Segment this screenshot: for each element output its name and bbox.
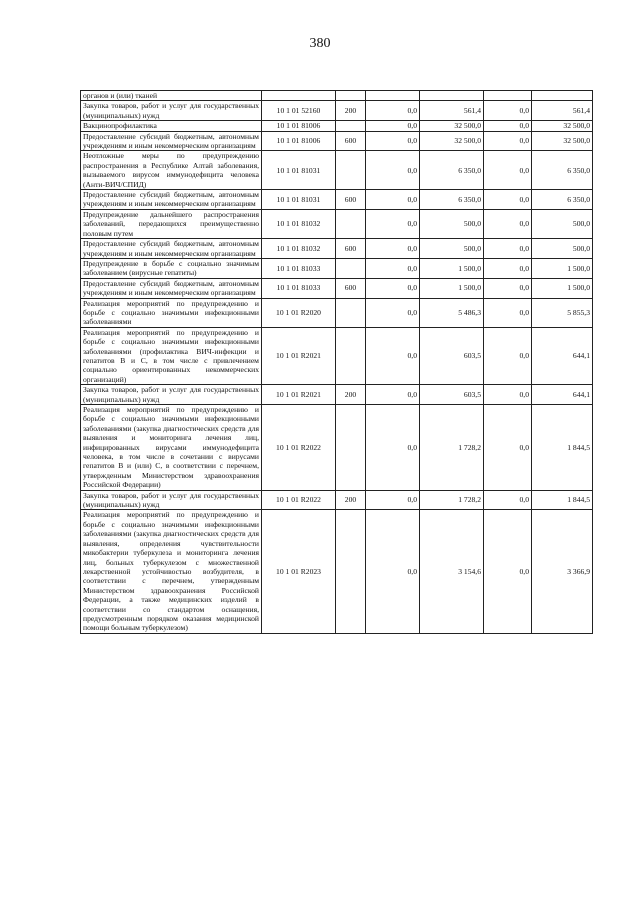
row-value-4-cell: 3 366,9 xyxy=(532,510,593,633)
row-value-3-cell: 0,0 xyxy=(484,190,532,210)
row-value-2-cell: 1 500,0 xyxy=(420,278,484,298)
row-expense-type-cell xyxy=(336,405,366,491)
row-value-1-cell: 0,0 xyxy=(366,385,420,405)
row-code-cell: 10 1 01 81031 xyxy=(262,190,336,210)
row-code-cell: 10 1 01 81006 xyxy=(262,121,336,131)
row-expense-type-cell xyxy=(336,258,366,278)
row-value-1-cell: 0,0 xyxy=(366,405,420,491)
row-expense-type-cell xyxy=(336,121,366,131)
row-value-4-cell: 6 350,0 xyxy=(532,190,593,210)
row-value-4-cell: 1 844,5 xyxy=(532,490,593,510)
row-name-cell: Реализация мероприятий по предупреждению и борьбе с социально значимыми инфекционными заболеваниями (профилактика ВИЧ-инфекции и гепатитов B и C, в том числе с привлечением социально ориентированных некоммерческих организаций) xyxy=(81,327,262,384)
row-value-2-cell: 500,0 xyxy=(420,239,484,259)
row-name-cell: Реализация мероприятий по предупреждению и борьбе с социально значимыми инфекционными заболеваниями (закупка диагностических средств для выявления и мониторинга лечения лиц, инфицированных вирусами иммунодефицита человека, в том числе в сочетании с вирусами гепатитов B и (или) C, в соответствии с перечнем, утвержденным Министерством здравоохранения Российской Федерации) xyxy=(81,405,262,491)
row-value-4-cell: 32 500,0 xyxy=(532,131,593,151)
budget-table-body xyxy=(81,91,593,634)
row-expense-type-cell: 200 xyxy=(336,490,366,510)
row-value-4-cell: 6 350,0 xyxy=(532,151,593,190)
row-value-3-cell: 0,0 xyxy=(484,101,532,121)
row-value-1-cell: 0,0 xyxy=(366,131,420,151)
row-value-3-cell: 0,0 xyxy=(484,131,532,151)
row-value-1-cell xyxy=(366,91,420,101)
table-row xyxy=(81,239,593,259)
row-value-2-cell: 5 486,3 xyxy=(420,298,484,327)
row-value-3-cell: 0,0 xyxy=(484,209,532,238)
row-value-4-cell: 5 855,3 xyxy=(532,298,593,327)
row-value-3-cell: 0,0 xyxy=(484,298,532,327)
row-value-2-cell: 3 154,6 xyxy=(420,510,484,633)
row-value-3-cell: 0,0 xyxy=(484,405,532,491)
row-value-4-cell: 561,4 xyxy=(532,101,593,121)
row-value-2-cell: 32 500,0 xyxy=(420,131,484,151)
row-value-4-cell: 500,0 xyxy=(532,239,593,259)
row-value-2-cell: 500,0 xyxy=(420,209,484,238)
row-expense-type-cell xyxy=(336,91,366,101)
row-value-1-cell: 0,0 xyxy=(366,258,420,278)
row-value-2-cell: 1 500,0 xyxy=(420,258,484,278)
row-expense-type-cell: 600 xyxy=(336,278,366,298)
row-name-cell: Предоставление субсидий бюджетным, автономным учреждениям и иным некоммерческим организациям xyxy=(81,190,262,210)
table-row xyxy=(81,385,593,405)
row-name-cell: Реализация мероприятий по предупреждению и борьбе с социально значимыми инфекционными заболеваниями xyxy=(81,298,262,327)
row-name-cell: Предоставление субсидий бюджетным, автономным учреждениям и иным некоммерческим организациям xyxy=(81,131,262,151)
row-value-3-cell: 0,0 xyxy=(484,385,532,405)
row-value-3-cell: 0,0 xyxy=(484,258,532,278)
row-value-4-cell: 32 500,0 xyxy=(532,121,593,131)
row-code-cell: 10 1 01 R2022 xyxy=(262,405,336,491)
table-row xyxy=(81,405,593,491)
row-value-4-cell: 500,0 xyxy=(532,209,593,238)
row-name-cell: Вакцинопрофилактика xyxy=(81,121,262,131)
row-expense-type-cell xyxy=(336,209,366,238)
row-code-cell: 10 1 01 81033 xyxy=(262,258,336,278)
row-name-cell: Предупреждение в борьбе с социально значимым заболеванием (вирусные гепатиты) xyxy=(81,258,262,278)
row-value-3-cell xyxy=(484,91,532,101)
table-row xyxy=(81,131,593,151)
row-value-2-cell: 1 728,2 xyxy=(420,405,484,491)
row-value-1-cell: 0,0 xyxy=(366,121,420,131)
row-value-3-cell: 0,0 xyxy=(484,510,532,633)
table-row xyxy=(81,278,593,298)
row-expense-type-cell xyxy=(336,151,366,190)
table-row xyxy=(81,190,593,210)
row-value-1-cell: 0,0 xyxy=(366,151,420,190)
row-value-2-cell xyxy=(420,91,484,101)
row-value-1-cell: 0,0 xyxy=(366,239,420,259)
table-row xyxy=(81,151,593,190)
row-value-1-cell: 0,0 xyxy=(366,101,420,121)
row-value-1-cell: 0,0 xyxy=(366,510,420,633)
row-name-cell: Закупка товаров, работ и услуг для государственных (муниципальных) нужд xyxy=(81,490,262,510)
row-code-cell: 10 1 01 R2021 xyxy=(262,385,336,405)
table-row xyxy=(81,327,593,384)
row-expense-type-cell: 600 xyxy=(336,131,366,151)
table-row xyxy=(81,91,593,101)
row-value-3-cell: 0,0 xyxy=(484,278,532,298)
row-name-cell: Реализация мероприятий по предупреждению и борьбе с социально значимыми инфекционными заболеваниями (закупка диагностических средств для выявления, определения чувствительности микобактерии туберкулеза и мониторинга лечения лиц, больных туберкулезом с множественной лекарственной устойчивостью возбудителя, в соответствии с перечнем, утвержденным Министерством здравоохранения Российской Федерации, а также медицинских изделий в соответствии со стандартом оснащения, предусмотренным порядком оказания медицинской помощи больным туберкулезом) xyxy=(81,510,262,633)
row-value-1-cell: 0,0 xyxy=(366,298,420,327)
row-value-3-cell: 0,0 xyxy=(484,151,532,190)
row-value-2-cell: 6 350,0 xyxy=(420,190,484,210)
table-row xyxy=(81,121,593,131)
table-row xyxy=(81,209,593,238)
row-expense-type-cell: 200 xyxy=(336,385,366,405)
row-expense-type-cell: 200 xyxy=(336,101,366,121)
row-value-1-cell: 0,0 xyxy=(366,327,420,384)
row-value-4-cell: 1 500,0 xyxy=(532,278,593,298)
row-value-2-cell: 603,5 xyxy=(420,327,484,384)
row-expense-type-cell xyxy=(336,510,366,633)
row-code-cell: 10 1 01 R2022 xyxy=(262,490,336,510)
row-value-2-cell: 561,4 xyxy=(420,101,484,121)
row-code-cell: 10 1 01 81031 xyxy=(262,151,336,190)
row-code-cell: 10 1 01 81032 xyxy=(262,209,336,238)
row-value-3-cell: 0,0 xyxy=(484,490,532,510)
row-code-cell: 10 1 01 52160 xyxy=(262,101,336,121)
row-code-cell: 10 1 01 81033 xyxy=(262,278,336,298)
row-code-cell: 10 1 01 R2021 xyxy=(262,327,336,384)
row-value-4-cell: 1 500,0 xyxy=(532,258,593,278)
row-value-1-cell: 0,0 xyxy=(366,490,420,510)
row-code-cell: 10 1 01 R2023 xyxy=(262,510,336,633)
row-code-cell: 10 1 01 R2020 xyxy=(262,298,336,327)
row-value-1-cell: 0,0 xyxy=(366,209,420,238)
table-row xyxy=(81,510,593,633)
row-value-3-cell: 0,0 xyxy=(484,327,532,384)
row-value-1-cell: 0,0 xyxy=(366,278,420,298)
row-expense-type-cell: 600 xyxy=(336,190,366,210)
row-code-cell: 10 1 01 81032 xyxy=(262,239,336,259)
row-name-cell: Предупреждение дальнейшего распространения заболеваний, передающихся преимущественно половым путем xyxy=(81,209,262,238)
row-value-3-cell: 0,0 xyxy=(484,121,532,131)
row-name-cell: Неотложные меры по предупреждению распространения в Республике Алтай заболевания, вызываемого вирусом иммунодефицита человека (Анти-ВИЧ/СПИД) xyxy=(81,151,262,190)
row-name-cell: органов и (или) тканей xyxy=(81,91,262,101)
row-value-2-cell: 603,5 xyxy=(420,385,484,405)
row-code-cell xyxy=(262,91,336,101)
row-value-1-cell: 0,0 xyxy=(366,190,420,210)
row-value-4-cell xyxy=(532,91,593,101)
row-name-cell: Закупка товаров, работ и услуг для государственных (муниципальных) нужд xyxy=(81,101,262,121)
row-expense-type-cell xyxy=(336,327,366,384)
row-value-4-cell: 1 844,5 xyxy=(532,405,593,491)
row-name-cell: Закупка товаров, работ и услуг для государственных (муниципальных) нужд xyxy=(81,385,262,405)
row-code-cell: 10 1 01 81006 xyxy=(262,131,336,151)
table-row xyxy=(81,490,593,510)
row-value-2-cell: 32 500,0 xyxy=(420,121,484,131)
table-row xyxy=(81,298,593,327)
table-row xyxy=(81,258,593,278)
row-name-cell: Предоставление субсидий бюджетным, автономным учреждениям и иным некоммерческим организациям xyxy=(81,239,262,259)
row-value-4-cell: 644,1 xyxy=(532,327,593,384)
row-value-2-cell: 1 728,2 xyxy=(420,490,484,510)
row-name-cell: Предоставление субсидий бюджетным, автономным учреждениям и иным некоммерческим организациям xyxy=(81,278,262,298)
row-expense-type-cell: 600 xyxy=(336,239,366,259)
row-value-3-cell: 0,0 xyxy=(484,239,532,259)
row-value-2-cell: 6 350,0 xyxy=(420,151,484,190)
page-number: 380 xyxy=(309,36,331,51)
row-expense-type-cell xyxy=(336,298,366,327)
budget-table xyxy=(80,90,593,634)
row-value-4-cell: 644,1 xyxy=(532,385,593,405)
table-row xyxy=(81,101,593,121)
